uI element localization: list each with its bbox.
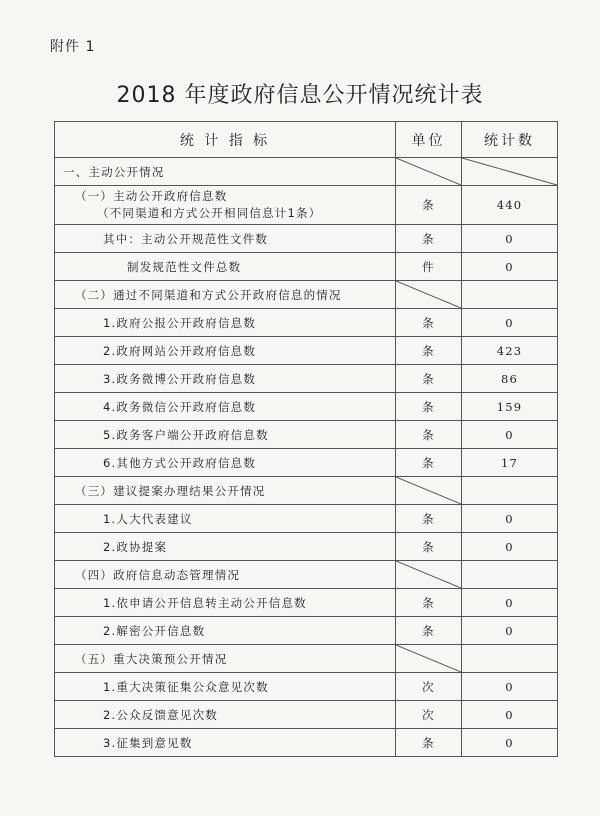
unit-cell: 条 [396,421,462,449]
count-cell: 0 [462,673,558,701]
count-cell: 0 [462,505,558,533]
indicator-cell: 1.重大决策征集公众意见次数 [55,673,396,701]
statistics-table [54,121,558,757]
unit-cell: 条 [396,225,462,253]
count-cell: 17 [462,449,558,477]
indicator-cell: 3.征集到意见数 [55,729,396,757]
indicator-cell: 5.政务客户端公开政府信息数 [55,421,396,449]
indicator-cell: 其中：主动公开规范性文件数 [55,225,396,253]
unit-cell: 次 [396,673,462,701]
indicator-cell: （四）政府信息动态管理情况 [55,561,396,589]
indicator-cell: （三）建议提案办理结果公开情况 [55,477,396,505]
empty-unit-cell [396,561,462,589]
count-cell: 86 [462,365,558,393]
unit-cell: 件 [396,253,462,281]
count-cell: 440 [462,186,558,225]
diagonal-slash-icon [396,158,461,185]
indicator-cell: 2.政府网站公开政府信息数 [55,337,396,365]
count-cell: 0 [462,589,558,617]
count-cell: 0 [462,225,558,253]
empty-unit-cell [396,477,462,505]
empty-count-cell [462,645,558,673]
diagonal-slash-icon [462,158,557,185]
empty-unit-cell [396,158,462,186]
empty-unit-cell [396,645,462,673]
count-cell: 0 [462,729,558,757]
unit-cell: 条 [396,505,462,533]
table-row [55,561,558,589]
table-row [55,186,558,225]
count-cell: 159 [462,393,558,421]
table-row [55,365,558,393]
indicator-cell: 3.政务微博公开政府信息数 [55,365,396,393]
table-body [55,158,558,757]
header-count: 统计数 [462,122,558,158]
table-row [55,589,558,617]
table-row [55,393,558,421]
unit-cell: 条 [396,309,462,337]
table-row [55,421,558,449]
indicator-label: （一）主动公开政府信息数 [75,189,228,203]
count-cell: 0 [462,253,558,281]
table-row [55,617,558,645]
header-indicator: 统 计 指 标 [55,122,396,158]
table-row [55,701,558,729]
empty-count-cell [462,281,558,309]
indicator-cell: 2.政协提案 [55,533,396,561]
table-row [55,505,558,533]
count-cell: 0 [462,533,558,561]
attachment-label: 附件 1 [50,39,96,55]
table-row [55,673,558,701]
table-row [55,729,558,757]
table-row [55,477,558,505]
indicator-cell: 1.依申请公开信息转主动公开信息数 [55,589,396,617]
unit-cell: 条 [396,337,462,365]
unit-cell: 条 [396,393,462,421]
unit-cell: 条 [396,449,462,477]
table-row [55,225,558,253]
indicator-cell: 一、主动公开情况 [55,158,396,186]
count-cell: 0 [462,309,558,337]
indicator-note: （不同渠道和方式公开相同信息计1条） [97,206,322,220]
diagonal-slash-icon [396,281,461,308]
indicator-cell: 制发规范性文件总数 [55,253,396,281]
indicator-cell: 4.政务微信公开政府信息数 [55,393,396,421]
header-unit: 单位 [396,122,462,158]
table-row [55,309,558,337]
unit-cell: 条 [396,533,462,561]
table-row [55,645,558,673]
unit-cell: 条 [396,729,462,757]
table-row [55,533,558,561]
indicator-cell: 1.政府公报公开政府信息数 [55,309,396,337]
empty-count-cell [462,158,558,186]
unit-cell: 条 [396,365,462,393]
count-cell: 423 [462,337,558,365]
indicator-cell: 1.人大代表建议 [55,505,396,533]
count-cell: 0 [462,617,558,645]
indicator-cell: 2.公众反馈意见次数 [55,701,396,729]
indicator-cell: （二）通过不同渠道和方式公开政府信息的情况 [55,281,396,309]
empty-unit-cell [396,281,462,309]
diagonal-slash-icon [396,477,461,504]
indicator-cell: （五）重大决策预公开情况 [55,645,396,673]
table-row [55,281,558,309]
count-cell: 0 [462,701,558,729]
unit-cell: 条 [396,186,462,225]
diagonal-slash-icon [396,561,461,588]
indicator-cell [55,186,396,225]
table-header-row [55,122,558,158]
empty-count-cell [462,561,558,589]
diagonal-slash-icon [396,645,461,672]
unit-cell: 次 [396,701,462,729]
count-cell: 0 [462,421,558,449]
indicator-cell: 6.其他方式公开政府信息数 [55,449,396,477]
unit-cell: 条 [396,589,462,617]
empty-count-cell [462,477,558,505]
table-row [55,449,558,477]
indicator-cell: 2.解密公开信息数 [55,617,396,645]
unit-cell: 条 [396,617,462,645]
table-row [55,158,558,186]
page-title: 2018 年度政府信息公开情况统计表 [116,83,484,108]
table-row [55,253,558,281]
table-row [55,337,558,365]
